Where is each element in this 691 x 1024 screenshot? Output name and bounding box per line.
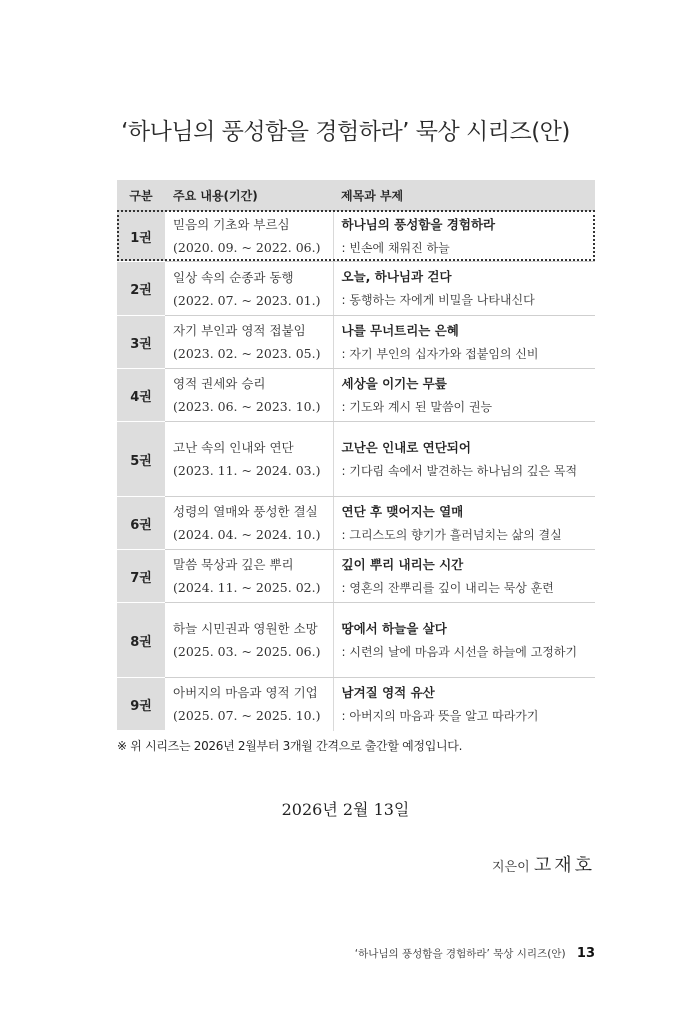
content-period: (2025. 07. ~ 2025. 10.) [173,708,321,724]
volume-label: 6권 [117,497,165,550]
table-header-row [117,180,595,211]
title-cell [333,262,595,316]
content-period: (2020. 09. ~ 2022. 06.) [173,240,321,255]
table-row [117,369,595,422]
table-row [117,497,595,550]
book-subtitle: : 그리스도의 향기가 흘러넘치는 삶의 결실 [341,527,562,542]
content-topic: 고난 속의 인내와 연단 [173,440,294,455]
content-cell [165,497,333,550]
content-period: (2022. 07. ~ 2023. 01.) [173,292,321,308]
author-line [492,851,595,877]
book-title: 남겨질 영적 유산 [341,684,435,700]
content-period: (2025. 03. ~ 2025. 06.) [173,644,321,659]
content-cell [165,550,333,603]
book-subtitle: : 시련의 날에 마음과 시선을 하늘에 고정하기 [341,644,578,659]
running-title: ‘하나님의 풍성함을 경험하라’ 묵상 시리즈(안) [354,948,566,960]
content-topic: 아버지의 마음과 영적 기업 [173,685,318,701]
content-period: (2024. 04. ~ 2024. 10.) [173,527,321,542]
book-title: 오늘, 하나님과 걷다 [341,269,452,284]
content-cell [165,678,333,731]
book-subtitle: : 자기 부인의 십자가와 접붙임의 신비 [341,346,539,361]
volume-label: 4권 [117,369,165,422]
table-row [117,262,595,316]
series-table [117,180,595,731]
volume-label: 5권 [117,422,165,497]
table-row [117,603,595,678]
volume-label: 9권 [117,678,165,731]
content-period: (2023. 11. ~ 2024. 03.) [173,463,321,478]
volume-label: 7권 [117,550,165,603]
table-row [117,316,595,369]
header-title: 제목과 부제 [333,180,595,211]
book-title: 땅에서 하늘을 살다 [341,620,447,636]
title-cell [333,603,595,678]
book-title: 깊이 뿌리 내리는 시간 [341,556,464,572]
volume-label: 3권 [117,316,165,369]
content-cell [165,316,333,369]
content-topic: 영적 권세와 승리 [173,376,266,391]
current-volume-highlight-box [117,210,595,261]
table-row [117,678,595,731]
table-row [117,550,595,603]
header-volume: 구분 [117,180,165,211]
content-topic: 일상 속의 순종과 동행 [173,269,294,285]
table-row [117,422,595,497]
author-prefix: 지은이 [492,860,530,875]
author-name: 고재호 [533,855,595,876]
book-title: 세상을 이기는 무릎 [341,375,447,391]
volume-label: 1권 [117,211,165,262]
page-title: ‘하나님의 풍성함을 경험하라’ 묵상 시리즈(안) [121,119,570,145]
content-cell [165,262,333,316]
title-cell [333,369,595,422]
publication-note: ※ 위 시리즈는 2026년 2월부터 3개월 간격으로 출간할 예정입니다. [117,739,463,753]
content-cell [165,603,333,678]
content-topic: 믿음의 기초와 부르심 [173,217,290,232]
title-cell [333,678,595,731]
content-topic: 말씀 묵상과 깊은 뿌리 [173,557,294,572]
date-line: 2026년 2월 13일 [281,800,410,819]
content-period: (2023. 06. ~ 2023. 10.) [173,399,321,414]
book-subtitle: : 기도와 계시 된 말씀이 권능 [341,399,493,414]
volume-label: 2권 [117,262,165,316]
content-topic: 성령의 열매와 풍성한 결실 [173,504,318,519]
title-cell [333,316,595,369]
title-cell [333,497,595,550]
page-number: 13 [576,946,595,961]
book-title: 연단 후 맺어지는 열매 [341,503,464,519]
content-cell [165,369,333,422]
content-cell [165,422,333,497]
content-topic: 자기 부인과 영적 접붙임 [173,323,306,338]
book-title: 고난은 인내로 연단되어 [341,439,471,455]
book-subtitle: : 빈손에 채워진 하늘 [341,240,450,255]
content-topic: 하늘 시민권과 영원한 소망 [173,621,318,636]
header-content: 주요 내용(기간) [165,180,333,211]
book-title: 하나님의 풍성함을 경험하라 [341,216,496,232]
book-subtitle: : 영혼의 잔뿌리를 깊이 내리는 묵상 훈련 [341,580,554,595]
book-title: 나를 무너트리는 은혜 [341,322,459,338]
book-subtitle: : 아버지의 마음과 뜻을 알고 따라가기 [341,708,539,723]
page-footer [355,946,595,961]
content-period: (2023. 02. ~ 2023. 05.) [173,346,321,361]
title-cell [333,550,595,603]
title-cell [333,422,595,497]
book-subtitle: : 동행하는 자에게 비밀을 나타내신다 [341,293,535,307]
volume-label: 8권 [117,603,165,678]
content-period: (2024. 11. ~ 2025. 02.) [173,580,321,595]
book-subtitle: : 기다림 속에서 발견하는 하나님의 깊은 목적 [341,463,578,478]
